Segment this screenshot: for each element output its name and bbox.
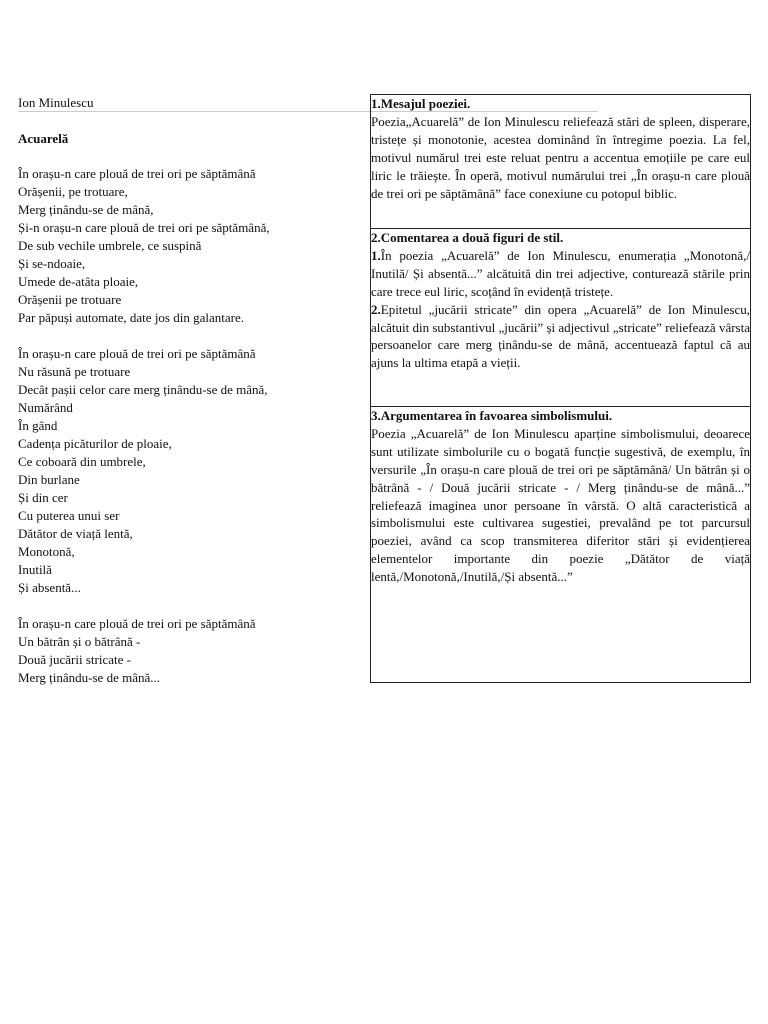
stanza-gap [18,327,363,345]
section-symbolism [371,407,750,682]
section-heading: 1.Mesajul poeziei. [371,96,471,111]
poem-text [18,165,363,687]
poem-line: Dătător de viață lentă, [18,526,133,541]
section-paragraph [371,247,750,301]
poem-line: Cadența picăturilor de ploaie, [18,436,172,451]
analysis-table [370,94,751,683]
poem-line: De sub vechile umbrele, ce suspină [18,238,202,253]
poem-line: Și absentă... [18,580,81,595]
poem-line: Nu răsună pe trotuare [18,364,131,379]
section-paragraph: Poezia„Acuarelă” de Ion Minulescu reliefează stări de spleen, disperare, tristețe și monotonie, acestea dominând în întregime poezia. La fel, motivul numărul trei este reluat pentru a accentua emoțiile pe care eul liric le trăiește. În operă, motivul numărului trei „În orașu-n care plouă de trei ori pe săptămână” face conexiune cu potopul biblic. [371,113,750,201]
poem-title: Acuarelă [18,131,69,146]
poem-line: Numărând [18,400,73,415]
poem-line: Și-n orașu-n care plouă de trei ori pe săptămână, [18,220,270,235]
poem-line: Și se-ndoaie, [18,256,86,271]
section-paragraph: Poezia „Acuarelă” de Ion Minulescu aparține simbolismului, deoarece sunt utilizate simbolurile cu o bogată funcție sugestivă, de exemplu, în versurile „În orașu-n care plouă de trei ori pe săptămână/ Un bătrân și o bătrână - / Două jucării stricate - / Merg ținându-se de mână...” reliefează imaginea unor persoane în vârstă. O altă caracteristică a simbolismului este cultivarea sugestiei, prevalând pe tot parcursul poeziei, având ca scop transmiterea diferitor stări și evidențierea elementelor importante din poezie „Dătător de viață lentă,/Monotonă,/Inutilă,/Și absentă...” [371,425,750,585]
poem-line: Inutilă [18,562,52,577]
poem-line: Monotonă, [18,544,75,559]
poem-line: Un bătrân și o bătrână - [18,634,141,649]
section-heading: 3.Argumentarea în favoarea simbolismului. [371,408,613,423]
poem-line: Decât pașii celor care merg ținându-se de mână, [18,382,268,397]
poem-line: Merg ținându-se de mână, [18,202,154,217]
poem-line: Și din cer [18,490,68,505]
poem-line: Orășenii, pe trotuare, [18,184,128,199]
poem-line: Cu puterea unui ser [18,508,120,523]
section-figures [371,229,750,407]
poem-line: În orașu-n care plouă de trei ori pe săptămână [18,166,256,181]
poem-line: Două jucării stricate - [18,652,131,667]
section-paragraph [371,301,750,373]
section-message [371,95,750,229]
paragraph-text: Epitetul „jucării stricate” din opera „Acuarelă” de Ion Minulescu, alcătuit din substantivul „jucării” și adjectivul „stricate” reliefează vârsta persoanelor care merg ținându-se de mână, accentuează faptul că au ajuns la ultima etapă a vieții. [371,301,750,371]
paragraph-number: 1. [371,247,381,263]
poem-line: În orașu-n care plouă de trei ori pe săptămână [18,616,256,631]
poem-author: Ion Minulescu [18,95,94,110]
poem-line: Par păpuși automate, date jos din galantare. [18,310,244,325]
stanza-gap [18,597,363,615]
poem-line: Merg ținându-se de mână... [18,670,160,685]
poem-line: Orășenii pe trotuare [18,292,122,307]
paragraph-text: În poezia „Acuarelă” de Ion Minulescu, enumerația „Monotonă,/ Inutilă/ Și absentă...” alcătuită din trei adjective, conturează stările prin care trece eul liric, scoțând în evidență tristețe. [371,247,750,299]
poem-line: Din burlane [18,472,80,487]
poem-line: Umede de-atâta ploaie, [18,274,139,289]
poem-line: În gând [18,418,58,433]
poem-line: În orașu-n care plouă de trei ori pe săptămână [18,346,256,361]
poem-line: Ce coboară din umbrele, [18,454,146,469]
section-heading: 2.Comentarea a două figuri de stil. [371,230,564,245]
paragraph-number: 2. [371,301,381,317]
